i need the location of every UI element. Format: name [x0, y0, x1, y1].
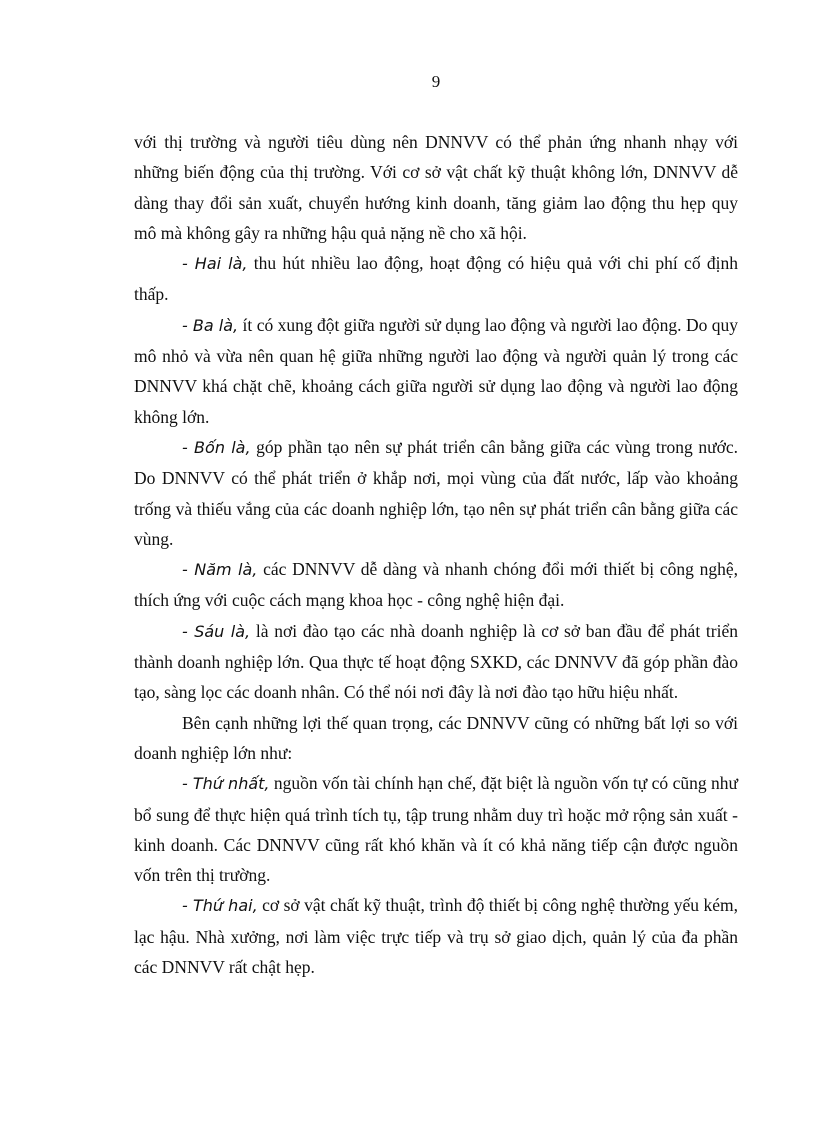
- paragraph-lead: - Sáu là,: [182, 621, 251, 641]
- paragraph-lead: - Năm là,: [182, 560, 258, 580]
- paragraph-advantage-3: [134, 310, 738, 432]
- paragraph-text: thu hút nhiều lao động, hoạt động có hiệu quả với chi phí cố định thấp.: [134, 253, 739, 305]
- page-number: 9: [431, 72, 441, 91]
- paragraph-continuation: [134, 127, 738, 248]
- paragraph-disadvantages-intro: [134, 708, 738, 769]
- paragraph-advantage-5: [134, 554, 738, 616]
- paragraph-disadvantage-2: [134, 890, 738, 982]
- paragraph-advantage-4: [134, 432, 738, 554]
- paragraph-advantage-2: [134, 248, 738, 310]
- paragraph-disadvantage-1: [134, 768, 738, 890]
- paragraph-advantage-6: [134, 616, 738, 708]
- paragraph-lead: - Thứ nhất,: [182, 774, 270, 794]
- paragraph-text: góp phần tạo nên sự phát triển cân bằng giữa các vùng trong nước. Do DNNVV có thể phát triển ở khắp nơi, mọi vùng của đất nước, lấp vào khoảng trống và thiếu vắng của các doanh nghiệp lớn, tạo nên sự phát triển cân bằng giữa các vùng.: [134, 436, 738, 549]
- paragraph-lead: - Ba là,: [182, 315, 239, 335]
- paragraph-text: cơ sở vật chất kỹ thuật, trình độ thiết bị công nghệ thường yếu kém, lạc hậu. Nhà xưởng, nơi làm việc trực tiếp và trụ sở giao dịch, quản lý của đa phần các DNNVV rất chật hẹp.: [134, 895, 738, 978]
- paragraph-text: là nơi đào tạo các nhà doanh nghiệp là cơ sở ban đầu để phát triển thành doanh nghiệp lớn. Qua thực tế hoạt động SXKD, các DNNVV đã góp phần đào tạo, sàng lọc các doanh nhân. Có thể nói nơi đây là nơi đào tạo hữu hiệu nhất.: [134, 620, 738, 703]
- paragraph-lead: - Thứ hai,: [182, 896, 258, 916]
- document-body: [134, 127, 738, 982]
- paragraph-text: các DNNVV dễ dàng và nhanh chóng đổi mới thiết bị công nghệ, thích ứng với cuộc cách mạng khoa học - công nghệ hiện đại.: [134, 559, 738, 611]
- paragraph-text: nguồn vốn tài chính hạn chế, đặt biệt là nguồn vốn tự có cũng như bổ sung để thực hiện quá trình tích tụ, tập trung nhằm duy trì hoặc mở rộng sản xuất - kinh doanh. Các DNNVV cũng rất khó khăn và ít có khả năng tiếp cận được nguồn vốn trên thị trường.: [134, 773, 738, 886]
- paragraph-text: Bên cạnh những lợi thế quan trọng, các DNNVV cũng có những bất lợi so với doanh nghiệp lớn như:: [134, 712, 738, 763]
- paragraph-text: với thị trường và người tiêu dùng nên DNNVV có thể phản ứng nhanh nhạy với những biến động của thị trường. Với cơ sở vật chất kỹ thuật không lớn, DNNVV dễ dàng thay đổi sản xuất, chuyển hướng kinh doanh, tăng giảm lao động thu hẹp quy mô mà không gây ra những hậu quả nặng nề cho xã hội.: [134, 132, 738, 243]
- paragraph-lead: - Bốn là,: [182, 437, 251, 457]
- paragraph-text: ít có xung đột giữa người sử dụng lao động và người lao động. Do quy mô nhỏ và vừa nên quan hệ giữa những người lao động và người quản lý trong các DNNVV khá chặt chẽ, khoảng cách giữa người sử dụng lao động và người lao động không lớn.: [134, 314, 738, 427]
- paragraph-lead: - Hai là,: [182, 254, 248, 274]
